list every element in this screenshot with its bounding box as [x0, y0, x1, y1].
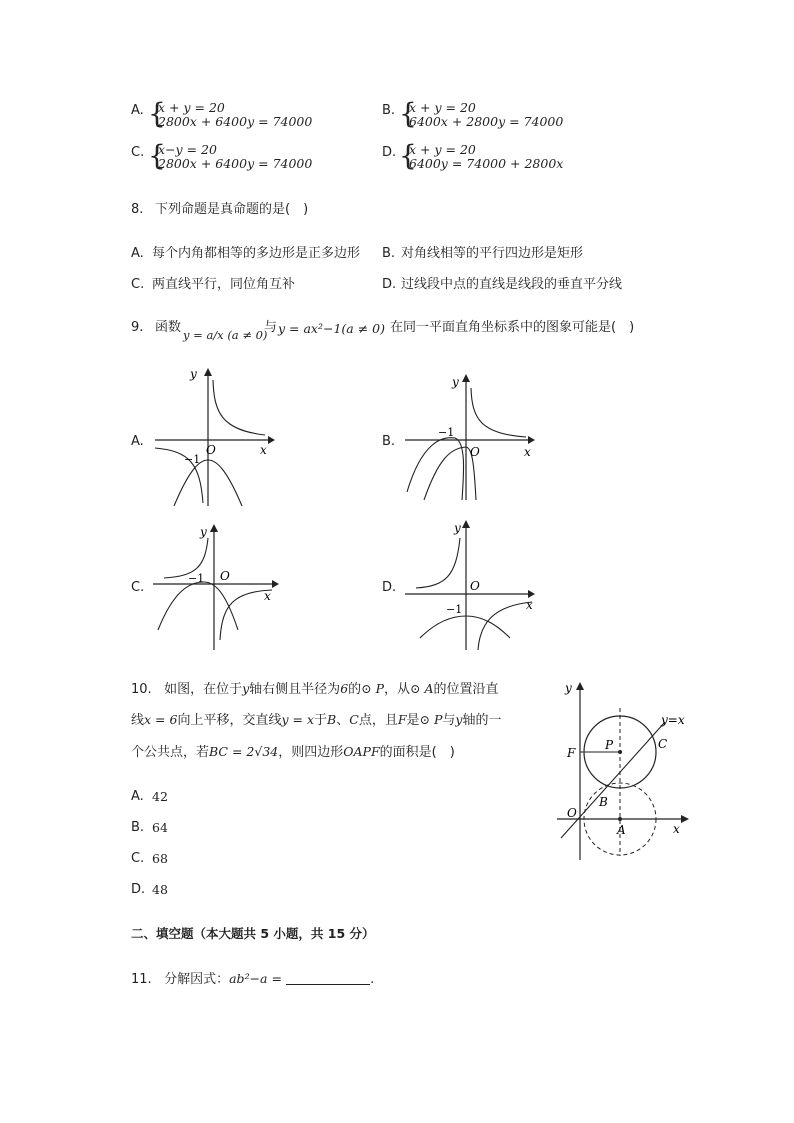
- q10-line-1: [131, 681, 499, 698]
- q9-graph-d: [402, 516, 538, 652]
- q11-answer-blank[interactable]: [286, 972, 370, 985]
- q7-option-b-eq2: 6400x + 2800y = 74000: [409, 114, 564, 129]
- minus-one-label: −1: [184, 453, 201, 466]
- q7-option-d-brace: {: [399, 139, 417, 172]
- q10-math: F: [397, 712, 407, 727]
- q10-text: 是: [406, 713, 420, 728]
- q11-expr: ab²−a =: [229, 971, 282, 986]
- q7-option-d-eq2: 6400y = 74000 + 2800x: [409, 156, 564, 171]
- q7-option-d-label: D.: [382, 145, 397, 160]
- q9-number: 9.: [131, 320, 144, 335]
- x-axis-arrow: [528, 436, 535, 444]
- q7-option-d-eq1: x + y = 20: [409, 142, 476, 157]
- q10-text: 的: [348, 682, 362, 697]
- x-label: x: [264, 589, 271, 603]
- hyperbola-lower-left: [407, 438, 464, 500]
- q10-option-a-label: A.: [131, 789, 144, 804]
- origin-label: O: [470, 579, 480, 593]
- q11-stem: 分解因式：: [164, 972, 230, 987]
- point-a: [618, 817, 622, 821]
- q10-text: 轴的一: [462, 713, 502, 728]
- a-label: A: [617, 823, 626, 837]
- hyperbola-upper-right: [471, 388, 526, 437]
- x-axis-arrow: [681, 815, 689, 823]
- q10-text: 于: [314, 713, 328, 728]
- x-axis-arrow: [268, 436, 275, 444]
- q10-math: y: [242, 681, 250, 696]
- y-axis-arrow: [462, 374, 470, 382]
- q10-math: 6: [340, 681, 349, 696]
- q7-option-a-eq1: x + y = 20: [158, 100, 225, 115]
- q10-math: x = 6: [144, 712, 178, 727]
- q10-math: BC = 2√34: [209, 744, 279, 759]
- q8-option-b-label: B.: [382, 246, 396, 261]
- q10-option-a-text: 42: [152, 789, 168, 804]
- q10-text: 轴右侧且半径为: [249, 682, 341, 697]
- parabola: [424, 447, 476, 500]
- q10-text: 的面积是( ): [379, 745, 455, 760]
- q7-option-b-label: B.: [382, 103, 396, 118]
- minus-one-label: −1: [446, 603, 463, 616]
- q9-option-c-label: C.: [131, 580, 145, 595]
- q10-text: 的位置沿直: [433, 682, 499, 697]
- hyperbola-lower-right: [478, 602, 532, 650]
- q10-text: 个公共点，若: [131, 745, 210, 760]
- q8-option-a-text: 每个内角都相等的多边形是正多边形: [152, 246, 361, 261]
- f-label: F: [567, 746, 576, 760]
- q7-option-a-label: A.: [131, 103, 144, 118]
- y-label: y: [454, 521, 461, 535]
- q9-option-b-label: B.: [382, 434, 396, 449]
- y-label: y: [200, 525, 207, 539]
- q10-text: 与: [442, 713, 456, 728]
- q9-graph-b: [402, 372, 537, 502]
- section-2-heading: 二、填空题（本大题共 5 小题，共 15 分）: [131, 926, 375, 941]
- b-label: B: [599, 795, 608, 809]
- q9-stem-pre: 函数: [155, 320, 182, 335]
- minus-one-label: −1: [438, 426, 455, 439]
- c-label: C: [658, 737, 668, 751]
- q10-option-b-text: 64: [152, 820, 168, 835]
- parabola: [420, 616, 510, 638]
- y-label: y: [452, 375, 459, 389]
- origin-label: O: [470, 445, 480, 459]
- q10-option-c-text: 68: [152, 851, 168, 866]
- q10-line-2: [131, 712, 501, 729]
- q10-math: y = x: [281, 712, 315, 727]
- q7-option-a-eq2: 2800x + 6400y = 74000: [158, 114, 313, 129]
- p-label: P: [605, 738, 614, 752]
- q8-option-d-text: 过线段中点的直线是线段的垂直平分线: [401, 277, 623, 292]
- hyperbola-upper-right: [213, 380, 265, 435]
- q11-end: .: [370, 972, 375, 987]
- q8-option-b-text: 对角线相等的平行四边形是矩形: [401, 246, 584, 261]
- y-axis-arrow: [576, 682, 584, 690]
- q10-math: C: [349, 712, 359, 727]
- q9-option-d-label: D.: [382, 580, 397, 595]
- q10-text: 如图，在位于: [164, 682, 243, 697]
- hyperbola-upper-left: [416, 538, 460, 588]
- q8-option-c-text: 两直线平行，同位角互补: [152, 277, 296, 292]
- q10-figure: [553, 676, 695, 864]
- minus-one-label: −1: [188, 572, 205, 585]
- y-axis-arrow: [210, 524, 218, 532]
- q10-math: ⊙ P: [361, 681, 385, 696]
- point-p: [618, 750, 622, 754]
- q10-math: y: [455, 712, 463, 727]
- q11-number: 11.: [131, 972, 152, 987]
- q10-option-c-label: C.: [131, 851, 145, 866]
- q7-option-c-label: C.: [131, 145, 145, 160]
- q10-option-d-label: D.: [131, 882, 146, 897]
- x-label: x: [524, 445, 531, 459]
- q11: [131, 971, 374, 988]
- q10-math: ⊙ A: [410, 681, 434, 696]
- q7-option-b-brace: {: [399, 97, 417, 130]
- q9-func1: y = a/x (a ≠ 0): [183, 328, 268, 342]
- q10-text: 、: [336, 713, 350, 728]
- q10-text: ，则四边形: [278, 745, 344, 760]
- q9-stem-mid: 与: [264, 320, 278, 335]
- q7-option-c-eq1: x−y = 20: [158, 142, 217, 157]
- origin-label: O: [206, 443, 216, 457]
- q8-number: 8.: [131, 202, 144, 217]
- x-label: x: [526, 598, 533, 612]
- q9-graph-c: [150, 520, 280, 652]
- x-axis-arrow: [272, 580, 279, 588]
- q10-line-3: [131, 744, 455, 761]
- q10-math: ⊙ P: [419, 712, 443, 727]
- q10-text: 线: [131, 713, 145, 728]
- q7-option-a-brace: {: [148, 97, 166, 130]
- x-axis-arrow: [528, 590, 535, 598]
- q7-option-c-eq2: 2800x + 6400y = 74000: [158, 156, 313, 171]
- y-label: y: [565, 681, 572, 695]
- q10-math: OAPF: [343, 744, 380, 759]
- q9-graph-a: [150, 368, 275, 508]
- q7-option-b-eq1: x + y = 20: [409, 100, 476, 115]
- x-label: x: [673, 822, 680, 836]
- parabola: [158, 582, 238, 630]
- line-label: y=x: [661, 713, 685, 727]
- q7-option-c-brace: {: [148, 139, 166, 172]
- q10-text: 点，且: [358, 713, 398, 728]
- q9-func2: y = ax²−1(a ≠ 0): [278, 321, 386, 336]
- q10-text: ，从: [384, 682, 411, 697]
- x-label: x: [260, 443, 267, 457]
- q9-option-a-label: A.: [131, 434, 144, 449]
- q8-option-d-label: D.: [382, 277, 397, 292]
- q9-stem-post: 在同一平面直角坐标系中的图象可能是( ): [390, 320, 635, 335]
- y-axis-arrow: [462, 520, 470, 528]
- y-label: y: [190, 368, 197, 381]
- q10-text: 向上平移，交直线: [177, 713, 282, 728]
- q10-number: 10.: [131, 682, 152, 697]
- q8-option-a-label: A.: [131, 246, 144, 261]
- origin-label: O: [220, 569, 230, 583]
- y-axis-arrow: [204, 368, 212, 376]
- q8-option-c-label: C.: [131, 277, 145, 292]
- q10-option-d-text: 48: [152, 882, 168, 897]
- q10-math: B: [327, 712, 337, 727]
- o-label: O: [567, 806, 577, 820]
- q8-stem: 下列命题是真命题的是( ): [155, 202, 309, 217]
- q10-option-b-label: B.: [131, 820, 145, 835]
